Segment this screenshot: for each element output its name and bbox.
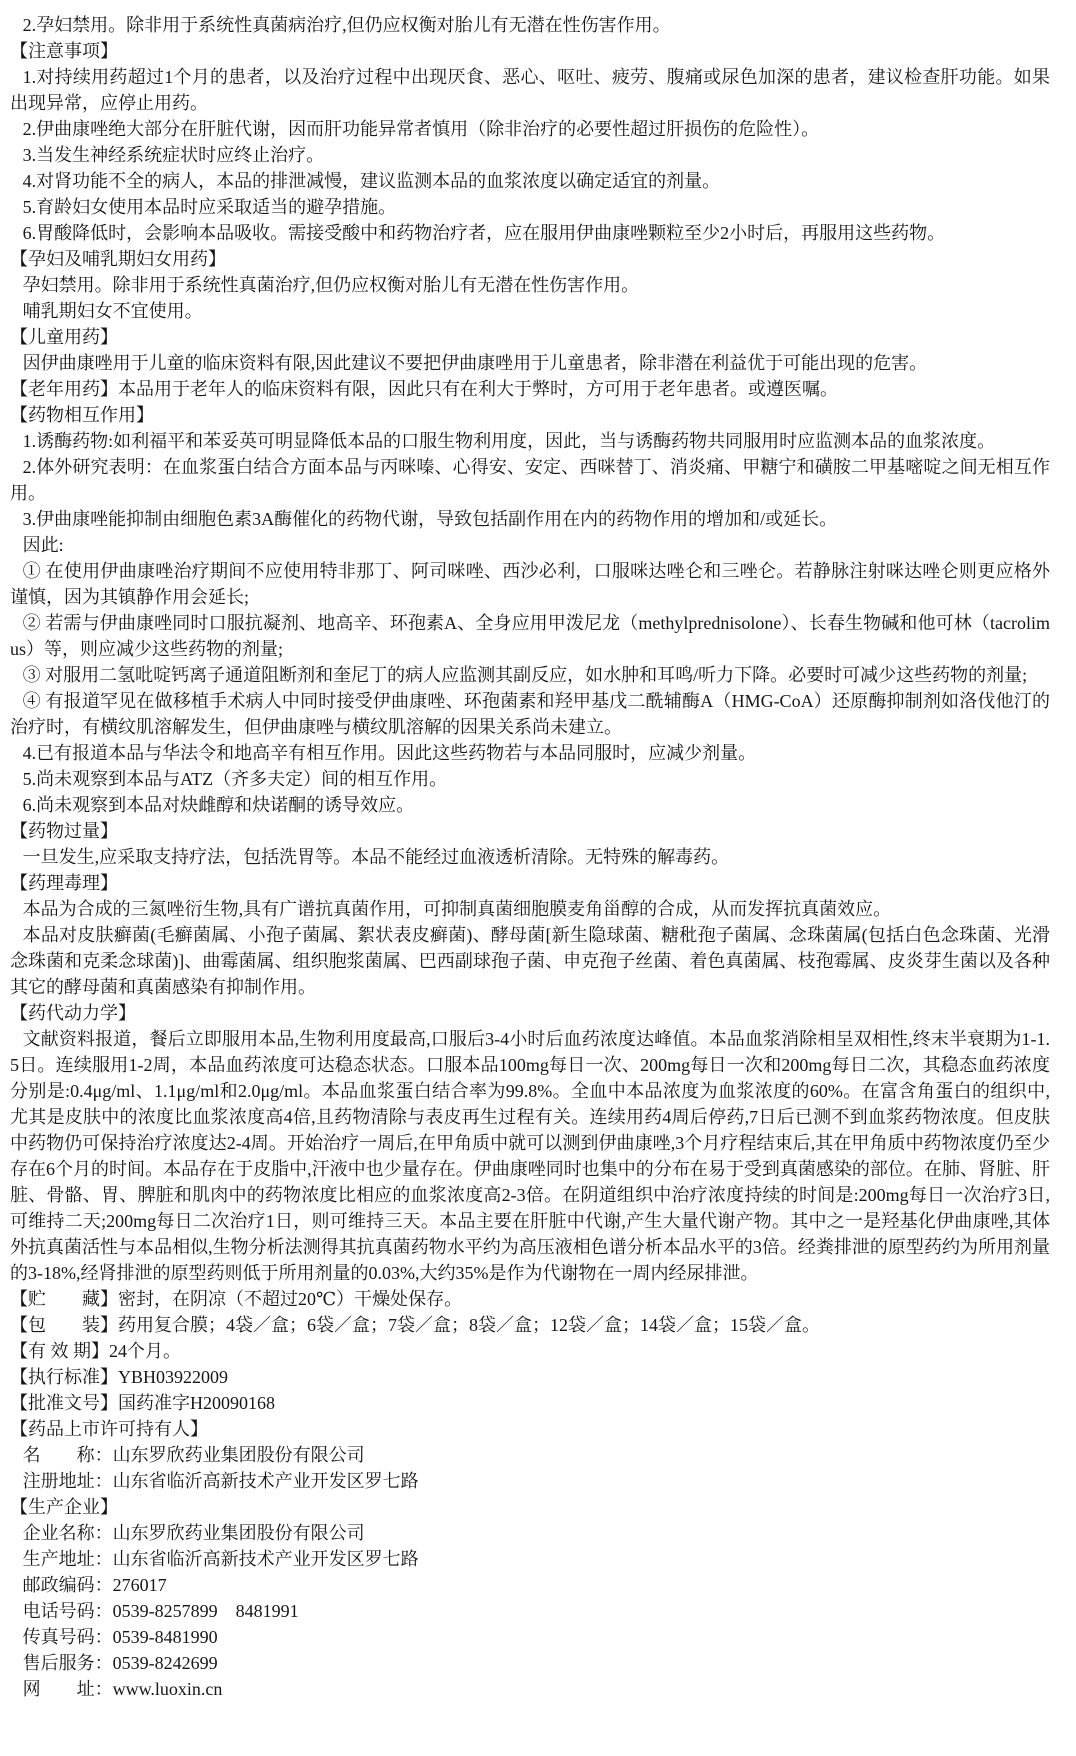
paragraph: 生产地址：山东省临沂高新技术产业开发区罗七路 [22,1549,419,1569]
paragraph: 2.体外研究表明：在血浆蛋白结合方面本品与丙咪嗪、心得安、安定、西咪替丁、消炎痛、甲糖宁和磺胺二甲基嘧啶之间无相互作用。 [10,457,1050,503]
section-heading: 【贮 藏】密封，在阴凉（不超过20℃）干燥处保存。 [10,1289,463,1309]
paragraph: 5.育龄妇女使用本品时应采取适当的避孕措施。 [22,197,397,217]
paragraph: 网 址：www.luoxin.cn [22,1679,223,1699]
paragraph: 6.胃酸降低时，会影响本品吸收。需接受酸中和药物治疗者，应在服用伊曲康唑颗粒至少2小时后，再服用这些药物。 [22,223,946,243]
paragraph: ① 在使用伊曲康唑治疗期间不应使用特非那丁、阿司咪唑、西沙必利，口服咪达唑仑和三唑仑。若静脉注射咪达唑仑则更应格外谨慎，因为其镇静作用会延长; [10,561,1050,607]
paragraph: 一旦发生,应采取支持疗法，包括洗胃等。本品不能经过血液透析清除。无特殊的解毒药。 [22,847,730,867]
section-heading: 【包 装】药用复合膜；4袋／盒；6袋／盒；7袋／盒；8袋／盒；12袋／盒；14袋／盒；15袋／盒。 [10,1315,820,1335]
section-heading: 【注意事项】 [10,41,118,61]
section-heading: 【药物过量】 [10,821,118,841]
section-heading: 【药理毒理】 [10,873,118,893]
document-body [10,12,1050,1702]
paragraph: 1.诱酶药物:如利福平和苯妥英可明显降低本品的口服生物利用度，因此，当与诱酶药物共同服用时应监测本品的血浆浓度。 [22,431,996,451]
paragraph: 1.对持续用药超过1个月的患者，以及治疗过程中出现厌食、恶心、呕吐、疲劳、腹痛或尿色加深的患者，建议检查肝功能。如果出现异常，应停止用药。 [10,67,1050,113]
paragraph: 2.孕妇禁用。除非用于系统性真菌病治疗,但仍应权衡对胎儿有无潜在性伤害作用。 [22,15,671,35]
paragraph: 电话号码：0539-8257899 8481991 [22,1601,299,1621]
paragraph: ③ 对服用二氢吡啶钙离子通道阻断剂和奎尼丁的病人应监测其副反应，如水肿和耳鸣/听力下降。必要时可减少这些药物的剂量; [22,665,1028,685]
paragraph: 3.伊曲康唑能抑制由细胞色素3A酶催化的药物代谢，导致包括副作用在内的药物作用的增加和/或延长。 [22,509,838,529]
paragraph: 传真号码：0539-8481990 [22,1627,218,1647]
paragraph: 文献资料报道，餐后立即服用本品,生物利用度最高,口服后3-4小时后血药浓度达峰值。本品血浆消除相呈双相性,终末半衰期为1-1.5日。连续服用1-2周，本品血药浓度可达稳态状态。口服本品100mg每日一次、200mg每日一次和200mg每日二次，其稳态血药浓度分别是:0.4μg/ml、1.1μg/ml和2.0μg/ml。本品血浆蛋白结合率为99.8%。全血中本品浓度为血浆浓度的60%。在富含角蛋白的组织中,尤其是皮肤中的浓度比血浆浓度高4倍,且药物清除与表皮再生过程有关。连续用药4周后停药,7日后已测不到血浆药物浓度。但皮肤中药物仍可保持治疗浓度达2-4周。开始治疗一周后,在甲角质中就可以测到伊曲康唑,3个月疗程结束后,其在甲角质中药物浓度仍至少存在6个月的时间。本品存在于皮脂中,汗液中也少量存在。伊曲康唑同时也集中的分布在易于受到真菌感染的部位。在肺、肾脏、肝脏、骨骼、胃、脾脏和肌肉中的药物浓度比相应的血浆浓度高2-3倍。在阴道组织中治疗浓度持续的时间是:200mg每日一次治疗3日,可维持二天;200mg每日二次治疗1日，则可维持三天。本品主要在肝脏中代谢,产生大量代谢产物。其中之一是羟基化伊曲康唑,其体外抗真菌活性与本品相似,生物分析法测得其抗真菌药物水平约为高压液相色谱分析本品水平的3倍。经粪排泄的原型药约为所用剂量的3-18%,经肾排泄的原型药则低于所用剂量的0.03%,大约35%是作为代谢物在一周内经尿排泄。 [10,1029,1050,1283]
paragraph: ④ 有报道罕见在做移植手术病人中同时接受伊曲康唑、环孢菌素和羟甲基戊二酰辅酶A（HMG-CoA）还原酶抑制剂如洛伐他汀的治疗时，有横纹肌溶解发生，但伊曲康唑与横纹肌溶解的因果关系尚未建立。 [10,691,1050,737]
paragraph: 企业名称：山东罗欣药业集团股份有限公司 [22,1523,365,1543]
section-heading: 【老年用药】本品用于老年人的临床资料有限，因此只有在利大于弊时，方可用于老年患者。或遵医嘱。 [10,379,838,399]
section-heading: 【药品上市许可持有人】 [10,1419,208,1439]
paragraph: 5.尚未观察到本品与ATZ（齐多夫定）间的相互作用。 [22,769,448,789]
paragraph: 名 称：山东罗欣药业集团股份有限公司 [22,1445,365,1465]
paragraph: 孕妇禁用。除非用于系统性真菌治疗,但仍应权衡对胎儿有无潜在性伤害作用。 [22,275,640,295]
paragraph: 邮政编码：276017 [22,1575,167,1595]
paragraph: 注册地址：山东省临沂高新技术产业开发区罗七路 [22,1471,419,1491]
paragraph: 售后服务：0539-8242699 [22,1653,218,1673]
paragraph: 本品对皮肤癣菌(毛癣菌属、小孢子菌属、絮状表皮癣菌)、酵母菌[新生隐球菌、糖秕孢子菌属、念珠菌属(包括白色念珠菌、光滑念珠菌和克柔念球菌)]、曲霉菌属、组织胞浆菌属、巴西副球孢子菌、申克孢子丝菌、着色真菌属、枝孢霉属、皮炎芽生菌以及各种其它的酵母菌和真菌感染有抑制作用。 [10,925,1050,997]
section-heading: 【孕妇及哺乳期妇女用药】 [10,249,226,269]
paragraph: 6.尚未观察到本品对炔雌醇和炔诺酮的诱导效应。 [22,795,415,815]
paragraph: 2.伊曲康唑绝大部分在肝脏代谢，因而肝功能异常者慎用（除非治疗的必要性超过肝损伤的危险性）。 [22,119,820,139]
paragraph: ② 若需与伊曲康唑同时口服抗凝剂、地高辛、环孢素A、全身应用甲泼尼龙（methylprednisolone）、长春生物碱和他可林（tacrolimus）等，则应减少这些药物的剂量; [10,613,1050,659]
section-heading: 【药物相互作用】 [10,405,154,425]
paragraph: 因此: [22,535,64,555]
section-heading: 【儿童用药】 [10,327,118,347]
paragraph: 因伊曲康唑用于儿童的临床资料有限,因此建议不要把伊曲康唑用于儿童患者，除非潜在利益优于可能出现的危害。 [22,353,928,373]
paragraph: 4.已有报道本品与华法令和地高辛有相互作用。因此这些药物若与本品同服时，应减少剂量。 [22,743,757,763]
paragraph: 哺乳期妇女不宜使用。 [22,301,203,321]
paragraph: 3.当发生神经系统症状时应终止治疗。 [22,145,325,165]
section-heading: 【药代动力学】 [10,1003,136,1023]
section-heading: 【有 效 期】24个月。 [10,1341,181,1361]
paragraph: 4.对肾功能不全的病人，本品的排泄减慢，建议监测本品的血浆浓度以确定适宜的剂量。 [22,171,721,191]
paragraph: 本品为合成的三氮唑衍生物,具有广谱抗真菌作用，可抑制真菌细胞膜麦角甾醇的合成，从而发挥抗真菌效应。 [22,899,892,919]
section-heading: 【执行标准】YBH03922009 [10,1367,229,1387]
section-heading: 【生产企业】 [10,1497,118,1517]
section-heading: 【批准文号】国药准字H20090168 [10,1393,275,1413]
